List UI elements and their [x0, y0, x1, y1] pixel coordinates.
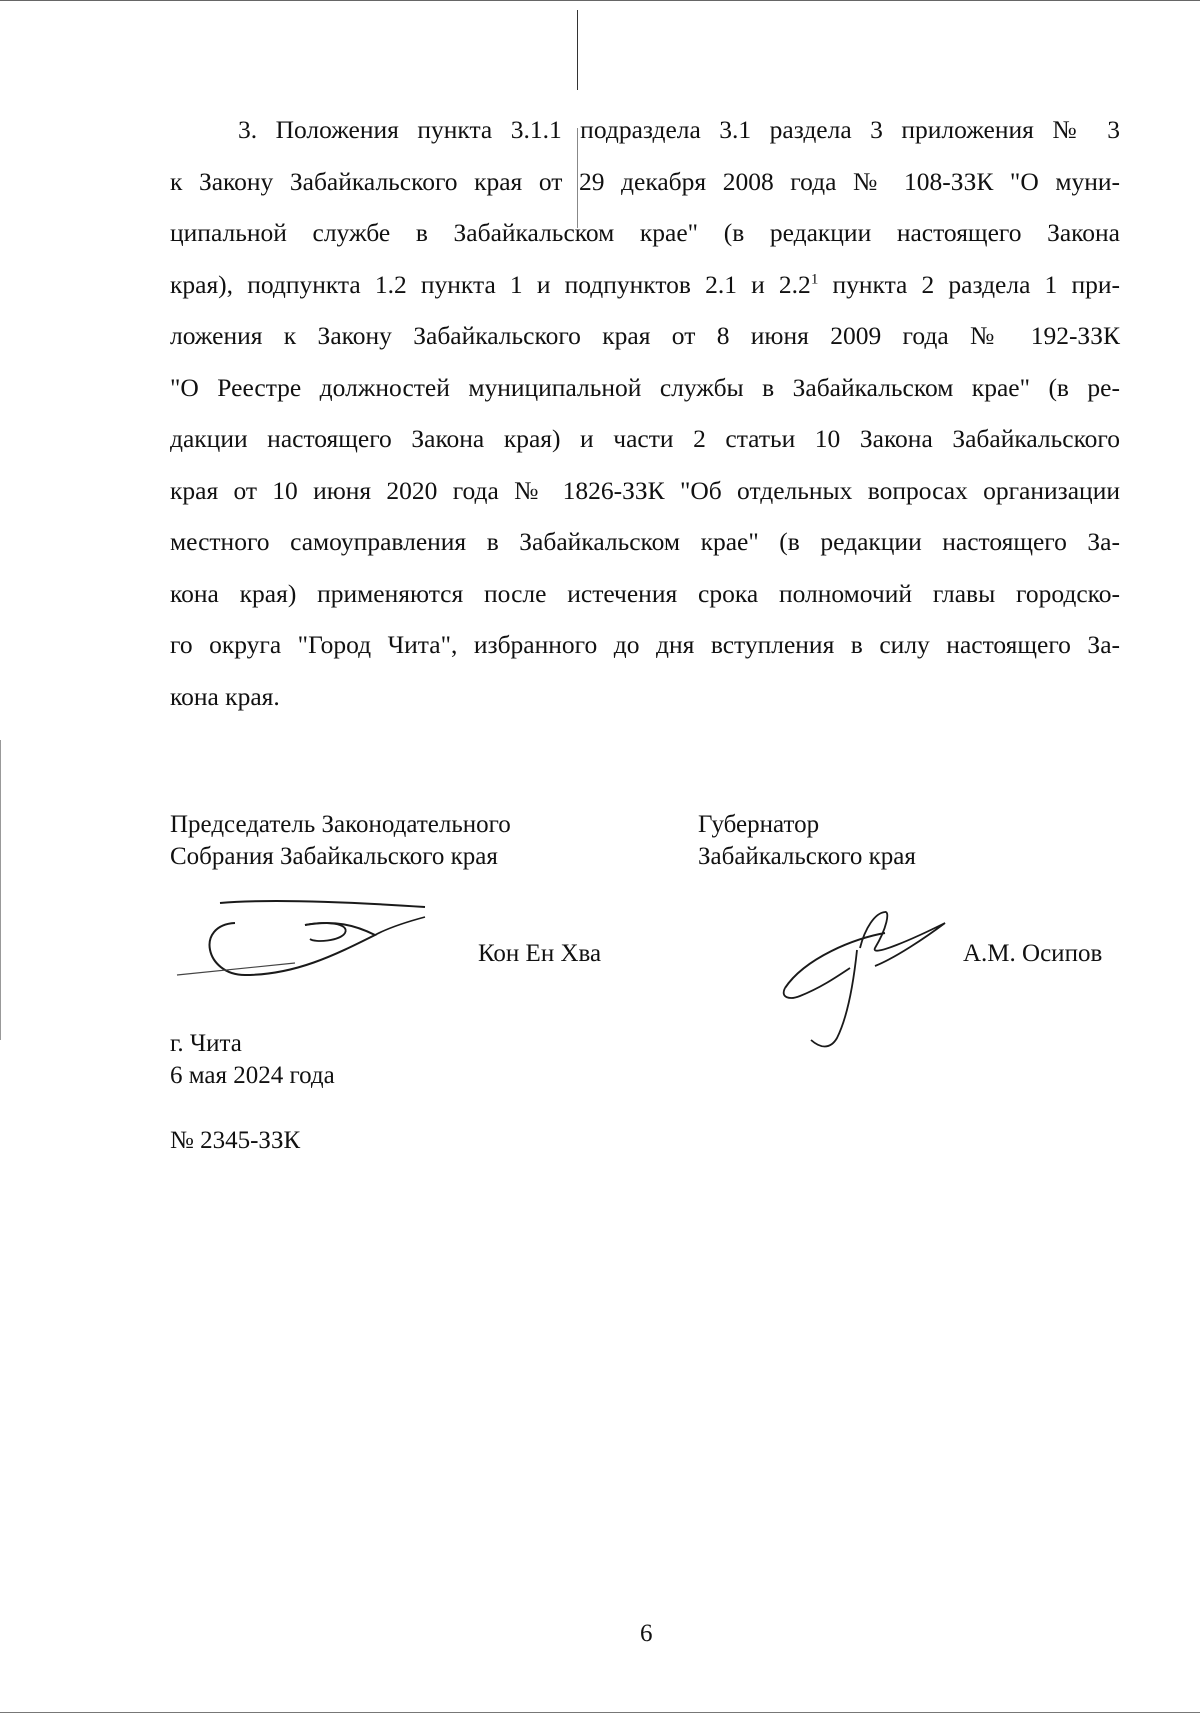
paragraph-line: "О Реестре должностей муниципальной службы в Забайкальском крае" (в ре-	[170, 372, 1120, 402]
right-signatory-name: А.М. Осипов	[963, 940, 1103, 967]
paragraph-line: кона края.	[170, 681, 280, 711]
paragraph-line: местного самоуправления в Забайкальском крае" (в редакции настоящего За-	[170, 527, 1120, 556]
place: г. Чита	[170, 1030, 242, 1057]
page-edge-bottom	[0, 1712, 1200, 1713]
paragraph-line: ципальной службе в Забайкальском крае" (в редакции настоящего Закона	[170, 218, 1120, 247]
date: 6 мая 2024 года	[170, 1062, 335, 1089]
paragraph-line: кона края) применяются после истечения срока полномочий главы городско-	[170, 578, 1120, 608]
left-signatory-name: Кон Ен Хва	[478, 940, 602, 967]
paragraph-line-part: пункта 2 раздела 1 при-	[832, 269, 1120, 299]
fold-crease-top	[577, 10, 578, 90]
paragraph-line-part: края), подпункта 1.2 пункта 1 и подпунктов 2.1 и 2.2	[170, 269, 811, 299]
superscript: 1	[810, 271, 819, 287]
page-edge-top	[0, 0, 1200, 1]
left-signatory-title-1: Председатель Законодательного	[170, 811, 511, 838]
paragraph-line-with-superscript	[170, 259, 1120, 311]
paragraph-line: го округа "Город Чита", избранного до дня вступления в силу настоящего За-	[170, 630, 1120, 659]
right-signatory-title-1: Губернатор	[698, 811, 820, 838]
paragraph-line: дакции настоящего Закона края) и части 2 статьи 10 Закона Забайкальского	[170, 424, 1120, 453]
paragraph-line: края от 10 июня 2020 года № 1826-ЗЗК "Об отдельных вопросах организации	[170, 475, 1120, 505]
left-signatory-title-2: Собрания Забайкальского края	[170, 843, 498, 870]
paragraph-line: ложения к Закону Забайкальского края от 8 июня 2009 года № 192-ЗЗК	[170, 321, 1120, 350]
right-signatory-title-2: Забайкальского края	[698, 843, 916, 870]
left-signature	[175, 895, 435, 995]
article-paragraph	[170, 104, 1120, 722]
page-number: 6	[640, 1620, 653, 1647]
paragraph-line: 3. Положения пункта 3.1.1 подраздела 3.1 раздела 3 приложения № 3	[238, 115, 1120, 144]
page-edge-left	[0, 740, 1, 1040]
paragraph-line: к Закону Забайкальского края от 29 декабря 2008 года № 108-ЗЗК "О муни-	[170, 166, 1120, 196]
right-signature	[775, 908, 955, 1058]
law-number: № 2345-ЗЗК	[170, 1127, 301, 1154]
